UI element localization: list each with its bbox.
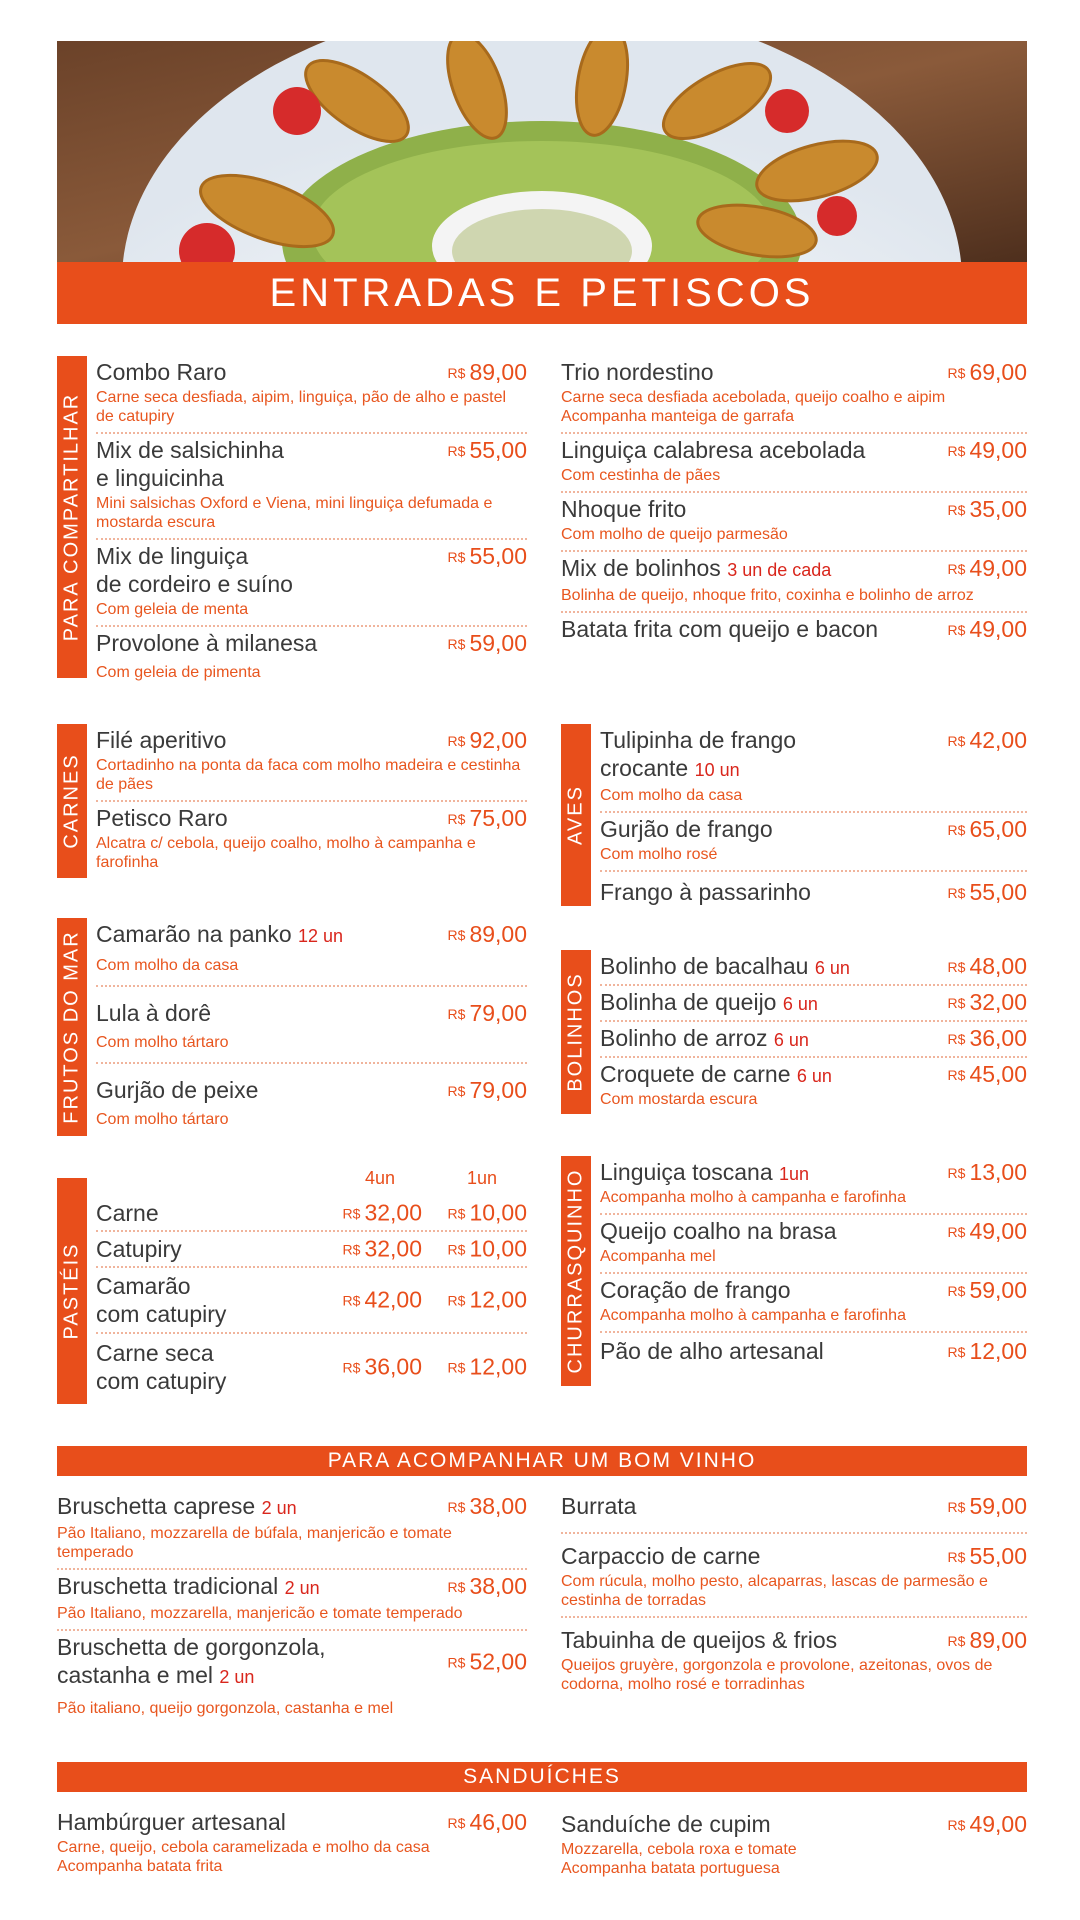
menu-item: Bolinha de queijo 6 un R$ 32,00 (600, 986, 1027, 1022)
section-para-compartilhar-right (561, 356, 1027, 678)
section-tab: AVES (561, 724, 591, 906)
item-price: R$ 79,00 (447, 1077, 527, 1103)
menu-item: Bruschetta tradicional 2 un R$ 38,00 Pão Italiano, mozzarella, manjericão e tomate temperado (57, 1570, 527, 1631)
section-aves (561, 724, 1027, 906)
menu-list (561, 1808, 1027, 1884)
item-price: R$ 59,00 (947, 1277, 1027, 1303)
menu-item: Filé aperitivo R$ 92,00 Cortadinho na ponta da faca com molho madeira e cestinha de pães (96, 724, 527, 802)
menu-item: Croquete de carne 6 un R$ 45,00 Com mostarda escura (600, 1061, 1027, 1108)
price-1un: R$ 12,00 (447, 1286, 527, 1313)
menu-list (561, 1490, 1027, 1700)
menu-item: Mix de linguiça de cordeiro e suíno R$ 55,00 Com geleia de menta (96, 540, 527, 627)
menu-list (600, 1156, 1027, 1371)
menu-list (57, 1490, 527, 1724)
section-vinho-left (57, 1490, 527, 1720)
menu-item: Bolinho de arroz 6 un R$ 36,00 (600, 1022, 1027, 1058)
menu-item: Mix de bolinhos 3 un de cada R$ 49,00 Bolinha de queijo, nhoque frito, coxinha e bolinho de arroz (561, 552, 1027, 613)
item-price: R$ 55,00 (947, 1543, 1027, 1569)
item-price: R$ 65,00 (947, 816, 1027, 842)
menu-item: Coração de frango R$ 59,00 Acompanha molho à campanha e farofinha (600, 1274, 1027, 1333)
item-price: R$ 75,00 (447, 805, 527, 831)
menu-item: Hambúrguer artesanal R$ 46,00 Carne, queijo, cebola caramelizada e molho da casa Acompanha batata frita (57, 1809, 527, 1875)
pastel-row: Carne R$ 32,00 R$ 10,00 (96, 1196, 527, 1232)
menu-item: Tulipinha de frango crocante 10 un R$ 42,00 Com molho da casa (600, 724, 1027, 813)
hero-food-photo (57, 41, 1027, 262)
menu-item: Gurjão de frango R$ 65,00 Com molho rosé (600, 813, 1027, 872)
section-title-sanduiches: SANDUÍCHES (57, 1762, 1027, 1792)
section-title-vinho: PARA ACOMPANHAR UM BOM VINHO (57, 1446, 1027, 1476)
item-price: R$ 42,00 (947, 727, 1027, 753)
section-carnes (57, 724, 527, 878)
item-price: R$ 89,00 (447, 359, 527, 385)
fried-shrimp-illustration (57, 41, 1027, 262)
menu-item: Frango à passarinho R$ 55,00 (600, 879, 1027, 905)
menu-item: Nhoque frito R$ 35,00 Com molho de queijo parmesão (561, 493, 1027, 552)
menu-list (561, 356, 1027, 649)
price-1un: R$ 12,00 (447, 1353, 527, 1380)
menu-item: Pão de alho artesanal R$ 12,00 (600, 1338, 1027, 1364)
item-price: R$ 45,00 (947, 1061, 1027, 1087)
price-4un: R$ 42,00 (342, 1286, 422, 1313)
menu-list (57, 1806, 527, 1882)
item-price: R$ 59,00 (447, 630, 527, 656)
item-price: R$ 49,00 (947, 1811, 1027, 1837)
menu-list (96, 356, 527, 688)
section-churrasquinho (561, 1156, 1027, 1386)
page-title: ENTRADAS E PETISCOS (57, 262, 1027, 324)
menu-item: Sanduíche de cupim R$ 49,00 Mozzarella, cebola roxa e tomate Acompanha batata portuguesa (561, 1811, 1027, 1877)
item-price: R$ 55,00 (947, 879, 1027, 905)
section-tab: CARNES (57, 724, 87, 878)
menu-item: Bolinho de bacalhau 6 un R$ 48,00 (600, 950, 1027, 986)
item-price: R$ 89,00 (947, 1627, 1027, 1653)
item-price: R$ 79,00 (447, 1000, 527, 1026)
item-price: R$ 69,00 (947, 359, 1027, 385)
item-price: R$ 12,00 (947, 1338, 1027, 1364)
menu-list (96, 918, 527, 1135)
item-price: R$ 59,00 (947, 1493, 1027, 1519)
price-1un: R$ 10,00 (447, 1235, 527, 1262)
item-price: R$ 38,00 (447, 1493, 527, 1519)
item-price: R$ 55,00 (447, 543, 527, 569)
menu-item: Gurjão de peixe R$ 79,00 Com molho tártaro (96, 1077, 527, 1128)
price-4un: R$ 36,00 (342, 1353, 422, 1380)
menu-item: Burrata R$ 59,00 (561, 1490, 1027, 1534)
menu-list (96, 1166, 527, 1400)
item-price: R$ 35,00 (947, 496, 1027, 522)
section-tab: FRUTOS DO MAR (57, 918, 87, 1136)
menu-item: Combo Raro R$ 89,00 Carne seca desfiada, aipim, linguiça, pão de alho e pastel de catupiry (96, 356, 527, 434)
menu-item: Bruschetta de gorgonzola, castanha e mel 2 un R$ 52,00 Pão italiano, queijo gorgonzola, castanha e mel (57, 1634, 527, 1717)
section-tab: BOLINHOS (561, 950, 591, 1114)
section-bolinhos (561, 950, 1027, 1114)
item-price: R$ 49,00 (947, 555, 1027, 581)
section-tab: CHURRASQUINHO (561, 1156, 591, 1386)
section-sanduiches-left (57, 1806, 527, 1886)
price-column-headers: 4un 1un (365, 1168, 498, 1188)
item-price: R$ 89,00 (447, 921, 527, 947)
menu-item: Tabuinha de queijos & frios R$ 89,00 Queijos gruyère, gorgonzola e provolone, azeitonas, ovos de codorna, molho rosé e torradinhas (561, 1627, 1027, 1693)
section-tab: PARA COMPARTILHAR (57, 356, 87, 678)
pastel-row: Catupiry R$ 32,00 R$ 10,00 (96, 1232, 527, 1268)
section-pasteis (57, 1166, 527, 1404)
menu-item: Linguiça calabresa acebolada R$ 49,00 Com cestinha de pães (561, 434, 1027, 493)
menu-item: Batata frita com queijo e bacon R$ 49,00 (561, 616, 1027, 642)
item-price: R$ 52,00 (447, 1648, 527, 1675)
item-price: R$ 55,00 (447, 437, 527, 463)
price-1un: R$ 10,00 (447, 1199, 527, 1226)
price-4un: R$ 32,00 (342, 1235, 422, 1262)
item-price: R$ 49,00 (947, 616, 1027, 642)
menu-item: Lula à dorê R$ 79,00 Com molho tártaro (96, 987, 527, 1064)
section-frutos-do-mar (57, 918, 527, 1136)
item-price: R$ 48,00 (947, 953, 1027, 979)
item-price: R$ 32,00 (947, 989, 1027, 1015)
menu-item: Mix de salsichinha e linguicinha R$ 55,00 Mini salsichas Oxford e Viena, mini linguiça defumada e mostarda escura (96, 434, 527, 540)
pastel-row: Carne seca com catupiry R$ 36,00 R$ 12,00 (96, 1340, 527, 1394)
item-price: R$ 49,00 (947, 437, 1027, 463)
item-price: R$ 36,00 (947, 1025, 1027, 1051)
section-vinho-right (561, 1490, 1027, 1720)
menu-list (600, 950, 1027, 1115)
item-price: R$ 13,00 (947, 1159, 1027, 1185)
menu-item: Petisco Raro R$ 75,00 Alcatra c/ cebola, queijo coalho, molho à campanha e farofinha (96, 805, 527, 871)
item-price: R$ 46,00 (447, 1809, 527, 1835)
pastel-row: Camarão com catupiry R$ 42,00 R$ 12,00 (96, 1268, 527, 1334)
menu-item: Carpaccio de carne R$ 55,00 Com rúcula, molho pesto, alcaparras, lascas de parmesão e cestinha de torradas (561, 1534, 1027, 1618)
section-sanduiches-right (561, 1808, 1027, 1888)
item-price: R$ 92,00 (447, 727, 527, 753)
item-price: R$ 49,00 (947, 1218, 1027, 1244)
menu-item: Trio nordestino R$ 69,00 Carne seca desfiada acebolada, queijo coalho e aipim Acompanha manteiga de garrafa (561, 356, 1027, 434)
menu-item: Queijo coalho na brasa R$ 49,00 Acompanha mel (600, 1215, 1027, 1274)
menu-list (600, 724, 1027, 912)
menu-item: Camarão na panko 12 un R$ 89,00 Com molho da casa (96, 918, 527, 987)
section-tab: PASTÉIS (57, 1178, 87, 1404)
price-4un: R$ 32,00 (342, 1199, 422, 1226)
menu-item: Provolone à milanesa R$ 59,00 Com geleia de pimenta (96, 630, 527, 681)
menu-list (96, 724, 527, 878)
section-para-compartilhar (57, 356, 527, 681)
item-price: R$ 38,00 (447, 1573, 527, 1599)
menu-item: Linguiça toscana 1un R$ 13,00 Acompanha molho à campanha e farofinha (600, 1156, 1027, 1215)
menu-item: Bruschetta caprese 2 un R$ 38,00 Pão Italiano, mozzarella de búfala, manjericão e tomate temperado (57, 1490, 527, 1570)
